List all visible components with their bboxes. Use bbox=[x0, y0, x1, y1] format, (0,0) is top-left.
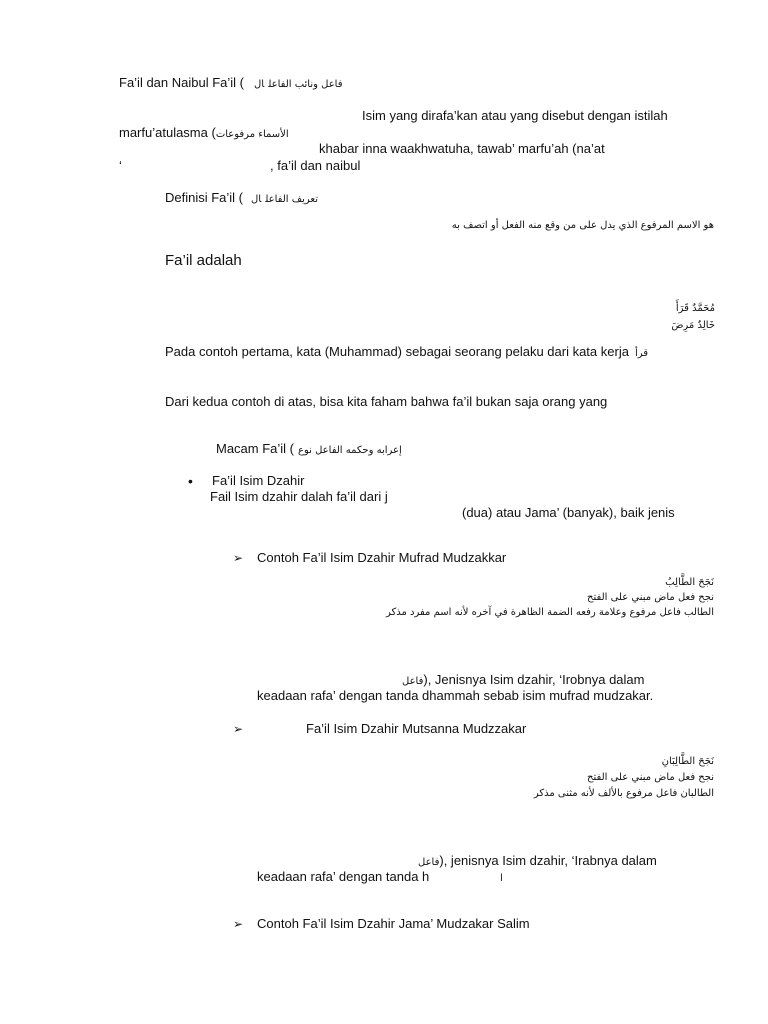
example-muhammad: مُحَمَّدٌ قَرَأَ bbox=[675, 303, 715, 314]
mufrad-heading: Contoh Fa’il Isim Dzahir Mufrad Mudzakkar bbox=[257, 550, 507, 565]
mufrad-note-arabic: فاعل bbox=[402, 676, 424, 687]
title-latin: Fa’il dan Naibul Fa’il ( bbox=[119, 75, 244, 90]
mutsanna-note-line-2: keadaan rafa’ dengan tanda h bbox=[257, 869, 430, 884]
macam-fail-heading bbox=[216, 441, 402, 459]
fail-adalah-heading: Fa’il adalah bbox=[165, 252, 242, 269]
dari-kedua-paragraph: Dari kedua contoh di atas, bisa kita faham bahwa fa’il bukan saja orang yang bbox=[165, 394, 608, 409]
intro-line-2 bbox=[119, 125, 289, 143]
definisi-heading bbox=[165, 190, 318, 208]
example-khalid: خَالِدٌ مَرِضَ bbox=[671, 320, 715, 331]
mutsanna-note-arabic: فاعل bbox=[418, 857, 440, 868]
macam-arabic: إعرابه وحكمه الفاعل نوع bbox=[298, 445, 402, 456]
mutsanna-irab-2: الطالبان فاعل مرفوع بالألف لأنه مثنى مذكر bbox=[533, 788, 714, 799]
intro-line-1: Isim yang dirafa’kan atau yang disebut dengan istilah bbox=[362, 108, 668, 123]
bullet-icon: • bbox=[188, 473, 193, 489]
intro-line-2-latin: marfu’atulasma ( bbox=[119, 125, 216, 140]
mufrad-irab-1: نجح فعل ماض مبني على الفتح bbox=[587, 592, 714, 603]
mufrad-sentence: نَجَحَ الطَّالِبُ bbox=[665, 577, 714, 588]
mutsanna-irab-1: نجح فعل ماض مبني على الفتح bbox=[587, 772, 714, 783]
arrow-bullet-icon: ➢ bbox=[233, 722, 244, 736]
isim-dzahir-line-2: (dua) atau Jama’ (banyak), baik jenis bbox=[462, 505, 675, 520]
definisi-arabic: هو الاسم المرفوع الذي يدل على من وقع منه الفعل أو اتصف به bbox=[451, 220, 714, 231]
macam-latin: Macam Fa’il ( bbox=[216, 441, 295, 456]
definisi-heading-tail: ال bbox=[251, 194, 262, 205]
mufrad-note-line-2: keadaan rafa’ dengan tanda dhammah sebab isim mufrad mudzakar. bbox=[257, 688, 654, 703]
mutsanna-sentence: نَجَحَ الطَّالِبَانِ bbox=[661, 756, 714, 767]
intro-line-2-arabic: الأسماء مرفوعات bbox=[215, 129, 289, 140]
isim-dzahir-title: Fa’il Isim Dzahir bbox=[212, 473, 305, 488]
mutsanna-note-alif: ا bbox=[500, 873, 503, 884]
title-arabic-tail: ال bbox=[254, 79, 265, 90]
mutsanna-note-text: ), jenisnya Isim dzahir, ‘Irabnya dalam bbox=[439, 853, 657, 868]
mufrad-irab-2: الطالب فاعل مرفوع وعلامة رفعه الضمة الظاهرة في آخره لأنه اسم مفرد مذكر bbox=[385, 607, 714, 618]
jama-heading: Contoh Fa’il Isim Dzahir Jama’ Mudzakar Salim bbox=[257, 916, 530, 931]
isim-dzahir-line-1: Fail Isim dzahir dalah fa’il dari j bbox=[210, 489, 388, 504]
pada-contoh-paragraph bbox=[165, 344, 648, 362]
intro-line-4: , fa’il dan naibul bbox=[270, 158, 361, 173]
mufrad-note-text: ), Jenisnya Isim dzahir, ‘Irobnya dalam bbox=[423, 672, 645, 687]
arrow-bullet-icon: ➢ bbox=[233, 551, 244, 565]
definisi-heading-arabic: تعريف الفاعل bbox=[265, 194, 318, 205]
intro-line-3: khabar inna waakhwatuha, tawab’ marfu’ah (na’at bbox=[319, 141, 605, 156]
mutsanna-heading: Fa’il Isim Dzahir Mutsanna Mudzzakar bbox=[306, 721, 527, 736]
title-arabic: فاعل ونائب الفاعل bbox=[268, 79, 343, 90]
mutsanna-note-line-1 bbox=[418, 853, 657, 871]
intro-line-4-quote: ‘ bbox=[119, 158, 122, 173]
pada-contoh-text: Pada contoh pertama, kata (Muhammad) sebagai seorang pelaku dari kata kerja bbox=[165, 344, 629, 359]
arrow-bullet-icon: ➢ bbox=[233, 917, 244, 931]
document-title bbox=[119, 75, 343, 93]
pada-contoh-arabic: قرأ bbox=[634, 348, 649, 359]
definisi-heading-latin: Definisi Fa’il ( bbox=[165, 190, 244, 205]
